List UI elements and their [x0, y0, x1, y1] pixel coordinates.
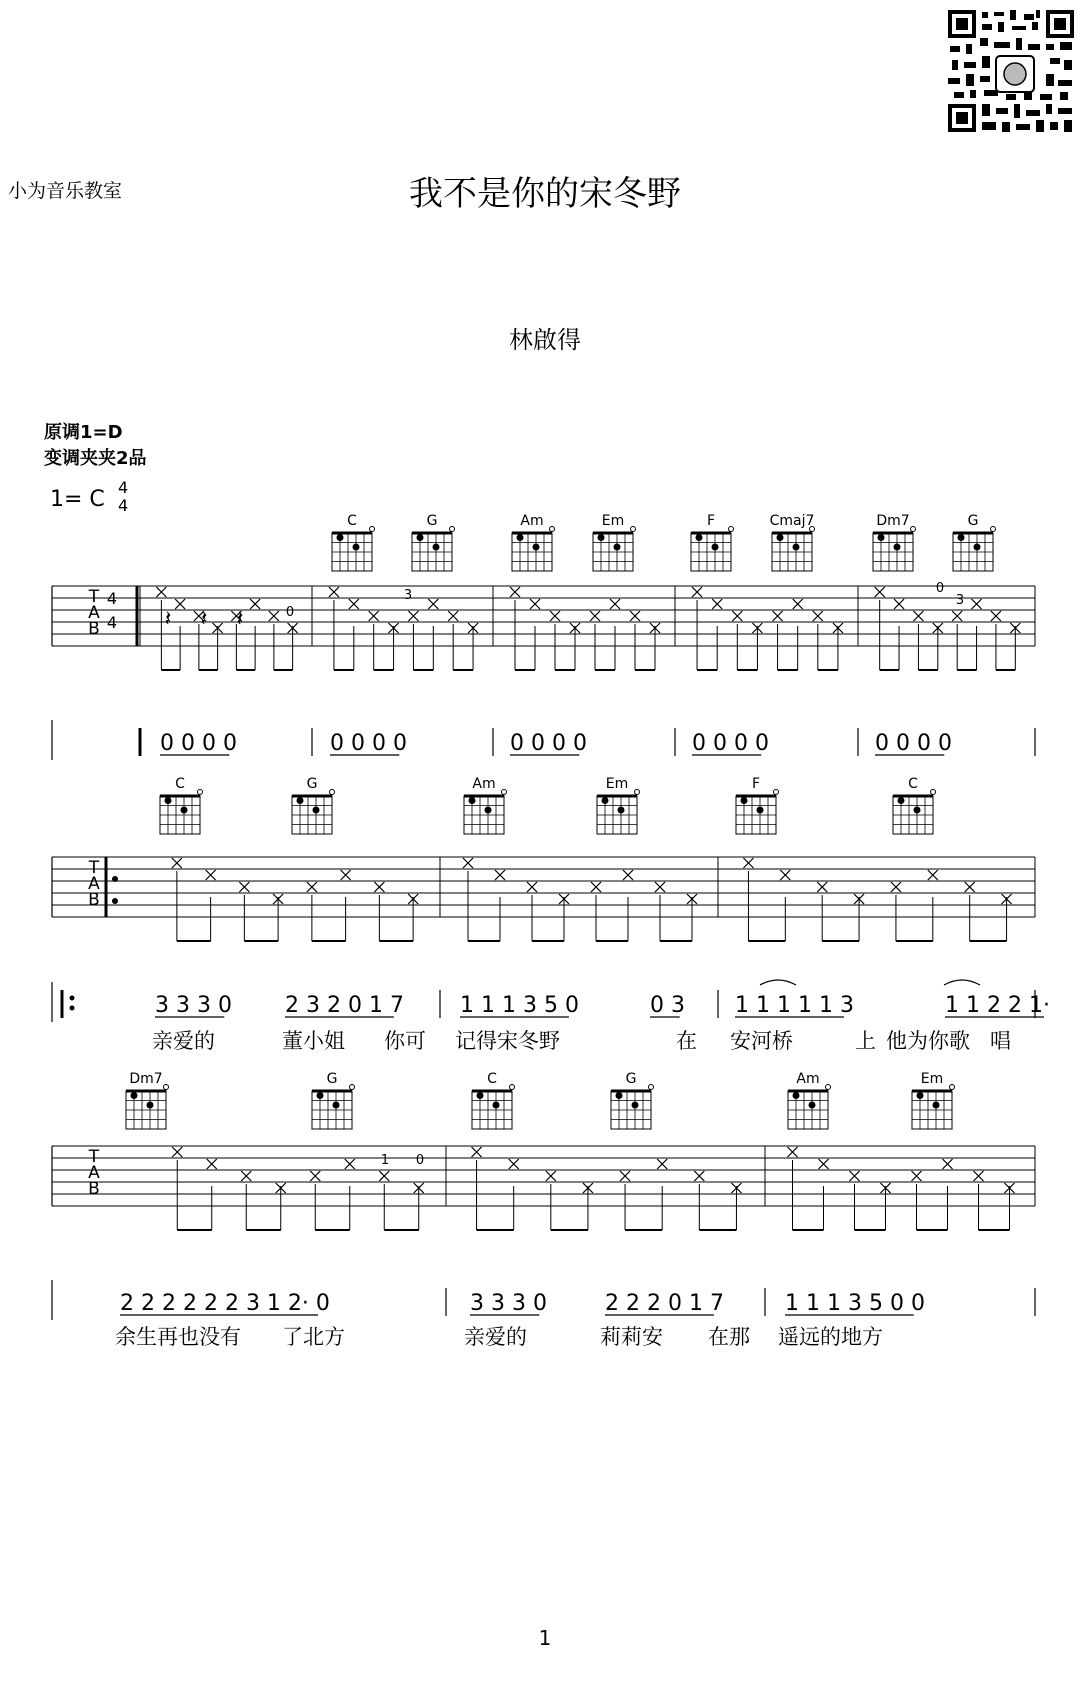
- repeat-dot: [70, 1006, 75, 1011]
- lyric-text: 上: [855, 1029, 876, 1053]
- lyric-text: 董小姐: [282, 1029, 345, 1053]
- chord-dot: [417, 534, 424, 541]
- chord-dot: [602, 797, 609, 804]
- studio-name: 小为音乐教室: [8, 180, 123, 202]
- chord-name: Em: [605, 776, 629, 792]
- tab-letter: T: [88, 1147, 100, 1167]
- chord-open-mark: [450, 527, 455, 532]
- chord-name: Am: [472, 776, 496, 792]
- chord-dot: [933, 1102, 940, 1109]
- page-number: 1: [538, 1626, 552, 1650]
- tab-note-x: [655, 882, 665, 892]
- chord-name: Em: [920, 1071, 944, 1087]
- chord-dot: [616, 1092, 623, 1099]
- chord-dot: [793, 544, 800, 551]
- chord-dot: [297, 797, 304, 804]
- tab-note-x: [349, 599, 359, 609]
- jianpu-notes: 2 2 2 2 2 2 3 1 2· 0: [120, 1291, 330, 1316]
- tab-letter: A: [88, 603, 100, 623]
- repeat-dot: [70, 996, 75, 1001]
- chord-dot: [974, 544, 981, 551]
- chord-dot: [878, 534, 885, 541]
- chord-dot: [614, 544, 621, 551]
- chord-name: C: [487, 1071, 497, 1087]
- chord-name: Cmaj7: [769, 513, 815, 529]
- jianpu-notes: 1 1 2 2 1·: [945, 993, 1050, 1018]
- chord-dot: [598, 534, 605, 541]
- tab-note-x: [341, 870, 351, 880]
- tab-note-x: [329, 587, 339, 597]
- chord-dot: [313, 807, 320, 814]
- tab-letter: B: [88, 1179, 100, 1199]
- jianpu-notes: 3 3 3 0: [470, 1291, 547, 1316]
- tab-note-x: [780, 870, 790, 880]
- rest-symbol: 𝄽: [200, 607, 208, 632]
- tab-letter: T: [88, 858, 100, 878]
- lyric-text: 莉莉安: [600, 1325, 663, 1349]
- tab-note-x: [550, 611, 560, 621]
- tab-note-x: [206, 870, 216, 880]
- tab-note-x: [817, 882, 827, 892]
- chord-open-mark: [729, 527, 734, 532]
- jianpu-notes: 1 1 1 3 5 0: [460, 993, 579, 1018]
- tab-fret-number: 3: [403, 588, 413, 603]
- tab-note-x: [369, 611, 379, 621]
- chord-open-mark: [631, 527, 636, 532]
- tab-note-x: [819, 1159, 829, 1169]
- chord-dot: [914, 807, 921, 814]
- chord-dot: [433, 544, 440, 551]
- tab-note-x: [172, 1147, 182, 1157]
- chord-dot: [131, 1092, 138, 1099]
- jianpu-notes: 0 0 0 0: [875, 731, 952, 756]
- chord-dot: [533, 544, 540, 551]
- chord-name: G: [625, 1071, 637, 1087]
- chord-dot: [898, 797, 905, 804]
- tab-note-x: [495, 870, 505, 880]
- chord-open-mark: [550, 527, 555, 532]
- tab-note-x: [788, 1147, 798, 1157]
- tab-note-x: [175, 599, 185, 609]
- chord-dot: [741, 797, 748, 804]
- tab-note-x: [408, 611, 418, 621]
- chord-open-mark: [635, 790, 640, 795]
- lyric-text: 唱: [990, 1029, 1011, 1053]
- tab-fret-number: 1: [380, 1153, 390, 1168]
- tab-note-x: [891, 882, 901, 892]
- chord-name: C: [175, 776, 185, 792]
- key-signature: 1= C: [50, 487, 105, 512]
- tab-note-x: [509, 1159, 519, 1169]
- tab-time-bottom: 4: [106, 613, 118, 632]
- chord-name: G: [306, 776, 318, 792]
- chord-dot: [147, 1102, 154, 1109]
- time-signature-bottom: 4: [118, 496, 129, 515]
- chord-name: F: [706, 513, 716, 529]
- artist-name: 林啟得: [509, 326, 581, 354]
- tab-fret-number: 0: [415, 1153, 425, 1168]
- tab-note-x: [345, 1159, 355, 1169]
- chord-name: Dm7: [876, 513, 910, 529]
- lyric-text: 你可: [384, 1029, 426, 1053]
- chord-open-mark: [370, 527, 375, 532]
- chord-name: G: [326, 1071, 338, 1087]
- tab-note-x: [250, 599, 260, 609]
- lyric-text: 记得宋冬野: [455, 1029, 560, 1053]
- chord-open-mark: [330, 790, 335, 795]
- lyric-text: 了北方: [282, 1325, 345, 1349]
- chord-dot: [894, 544, 901, 551]
- tab-note-x: [472, 1147, 482, 1157]
- chord-dot: [777, 534, 784, 541]
- tab-note-x: [793, 599, 803, 609]
- chord-open-mark: [350, 1085, 355, 1090]
- lyric-text: 在: [676, 1029, 697, 1053]
- chord-dot: [809, 1102, 816, 1109]
- jianpu-notes: 2 3 2 0 1 7: [285, 993, 404, 1018]
- tab-note-x: [379, 1171, 389, 1181]
- tab-note-x: [307, 882, 317, 892]
- chord-open-mark: [502, 790, 507, 795]
- song-title: 我不是你的宋冬野: [409, 174, 681, 214]
- tab-letter: A: [88, 1163, 100, 1183]
- chord-name: C: [347, 513, 357, 529]
- jianpu-notes: 0 0 0 0: [510, 731, 587, 756]
- tab-note-x: [974, 1171, 984, 1181]
- chord-dot: [793, 1092, 800, 1099]
- tab-note-x: [875, 587, 885, 597]
- chord-dot: [618, 807, 625, 814]
- tab-note-x: [241, 1171, 251, 1181]
- jianpu-notes: 0 0 0 0: [330, 731, 407, 756]
- jianpu-notes: 0 3: [650, 993, 685, 1018]
- chord-dot: [181, 807, 188, 814]
- tab-letter: A: [88, 874, 100, 894]
- tab-note-x: [692, 587, 702, 597]
- tab-note-x: [943, 1159, 953, 1169]
- tab-note-x: [972, 599, 982, 609]
- jianpu-notes: 1 1 1 1 1 3: [735, 993, 854, 1018]
- jianpu-notes: 0 0 0 0: [692, 731, 769, 756]
- chord-open-mark: [950, 1085, 955, 1090]
- tab-note-x: [239, 882, 249, 892]
- chord-dot: [696, 534, 703, 541]
- chord-dot: [712, 544, 719, 551]
- tab-note-x: [965, 882, 975, 892]
- rest-symbol: 𝄽: [236, 607, 244, 632]
- tab-note-x: [530, 599, 540, 609]
- tab-note-x: [428, 599, 438, 609]
- lyric-text: 余生再也没有: [115, 1325, 241, 1349]
- tab-note-x: [657, 1159, 667, 1169]
- chord-dot: [337, 534, 344, 541]
- repeat-dot: [112, 876, 118, 882]
- tab-fret-number: 0: [285, 605, 295, 620]
- tab-note-x: [813, 611, 823, 621]
- tab-note-x: [991, 611, 1001, 621]
- tab-note-x: [172, 858, 182, 868]
- tab-note-x: [712, 599, 722, 609]
- chord-name: Em: [601, 513, 625, 529]
- tab-note-x: [743, 858, 753, 868]
- capo-info: 变调夹夹2品: [44, 448, 147, 469]
- tie-mark: [760, 980, 796, 985]
- chord-dot: [485, 807, 492, 814]
- chord-dot: [333, 1102, 340, 1109]
- tab-letter: B: [88, 619, 100, 639]
- chord-open-mark: [931, 790, 936, 795]
- tie-mark: [944, 980, 980, 985]
- chord-name: Am: [520, 513, 544, 529]
- chord-open-mark: [774, 790, 779, 795]
- chord-open-mark: [164, 1085, 169, 1090]
- tab-note-x: [912, 1171, 922, 1181]
- chord-dot: [469, 797, 476, 804]
- jianpu-notes: 2 2 2 0 1 7: [605, 1291, 724, 1316]
- tab-note-x: [610, 599, 620, 609]
- lyric-text: 遥远的地方: [778, 1325, 883, 1349]
- chord-name: Dm7: [129, 1071, 163, 1087]
- lyric-text: 在那: [708, 1325, 750, 1349]
- chord-dot: [917, 1092, 924, 1099]
- tab-letter: T: [88, 587, 100, 607]
- tab-note-x: [620, 1171, 630, 1181]
- tab-note-x: [694, 1171, 704, 1181]
- chord-dot: [493, 1102, 500, 1109]
- tab-note-x: [630, 611, 640, 621]
- chord-dot: [757, 807, 764, 814]
- tab-note-x: [448, 611, 458, 621]
- tab-note-x: [591, 882, 601, 892]
- tab-note-x: [590, 611, 600, 621]
- jianpu-notes: 1 1 1 3 5 0 0: [785, 1291, 925, 1316]
- chord-name: C: [908, 776, 918, 792]
- tab-note-x: [952, 611, 962, 621]
- tab-letter: B: [88, 890, 100, 910]
- lyric-text: 亲爱的: [152, 1029, 215, 1053]
- chord-open-mark: [510, 1085, 515, 1090]
- tab-fret-number: 3: [955, 593, 965, 608]
- lyric-text: 安河桥: [730, 1029, 793, 1053]
- tab-note-x: [269, 611, 279, 621]
- tab-note-x: [850, 1171, 860, 1181]
- chord-dot: [632, 1102, 639, 1109]
- chord-name: G: [426, 513, 438, 529]
- chord-dot: [958, 534, 965, 541]
- chord-open-mark: [826, 1085, 831, 1090]
- tab-note-x: [463, 858, 473, 868]
- chord-open-mark: [649, 1085, 654, 1090]
- repeat-dot: [112, 898, 118, 904]
- tab-note-x: [928, 870, 938, 880]
- chord-name: F: [751, 776, 761, 792]
- tab-note-x: [207, 1159, 217, 1169]
- chord-dot: [517, 534, 524, 541]
- chord-dot: [165, 797, 172, 804]
- tab-note-x: [623, 870, 633, 880]
- tab-note-x: [732, 611, 742, 621]
- tab-time-top: 4: [106, 589, 118, 608]
- tab-note-x: [374, 882, 384, 892]
- tab-fret-number: 0: [935, 581, 945, 596]
- lyric-text: 他为你歌: [886, 1029, 970, 1053]
- chord-name: Am: [796, 1071, 820, 1087]
- time-signature-top: 4: [118, 478, 129, 497]
- tab-note-x: [546, 1171, 556, 1181]
- chord-open-mark: [198, 790, 203, 795]
- rest-symbol: 𝄽: [164, 607, 172, 632]
- lyric-text: 亲爱的: [464, 1325, 527, 1349]
- chord-dot: [317, 1092, 324, 1099]
- chord-open-mark: [991, 527, 996, 532]
- chord-name: G: [967, 513, 979, 529]
- tab-note-x: [156, 587, 166, 597]
- tab-note-x: [913, 611, 923, 621]
- chord-open-mark: [911, 527, 916, 532]
- tab-note-x: [773, 611, 783, 621]
- tab-note-x: [527, 882, 537, 892]
- jianpu-notes: 3 3 3 0: [155, 993, 232, 1018]
- tab-note-x: [310, 1171, 320, 1181]
- tab-note-x: [510, 587, 520, 597]
- chord-dot: [353, 544, 360, 551]
- tab-note-x: [894, 599, 904, 609]
- original-key: 原调1=D: [44, 422, 123, 443]
- jianpu-notes: 0 0 0 0: [160, 731, 237, 756]
- chord-dot: [477, 1092, 484, 1099]
